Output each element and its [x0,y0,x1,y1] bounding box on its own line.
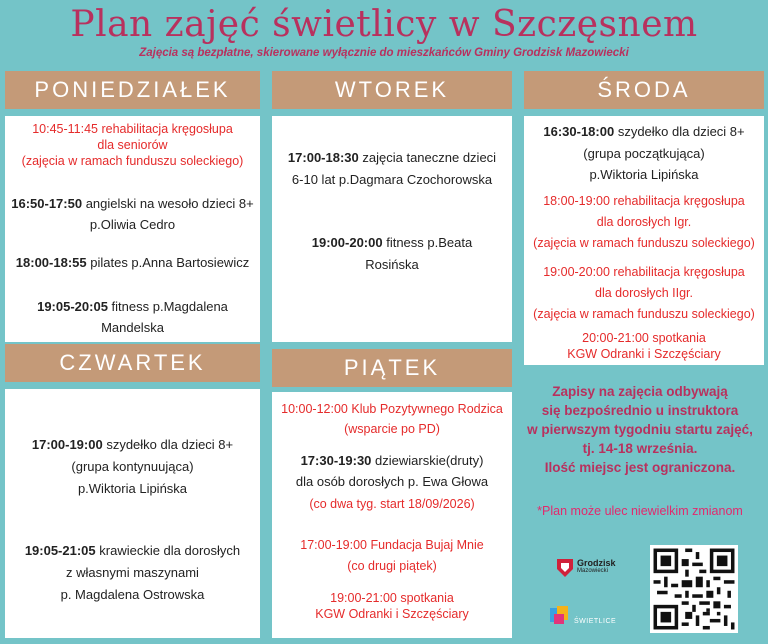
swietlice-emblem-icon [548,604,570,626]
tuesday-dance-group: 6-10 lat p.Dagmara Czochorowska [291,172,493,187]
wednesday-rehab1-time: 18:00-19:00 rehabilitacja kręgosłupa [543,194,745,208]
signup-line-2: się bezpośrednio u instruktora [541,403,739,418]
wednesday-rehab2-time: 19:00-20:00 rehabilitacja kręgosłupa [543,265,745,279]
thursday-crochet-teacher: p.Wiktoria Lipińska [77,481,188,496]
monday-rehab-group: dla seniorów [97,138,168,152]
day-header-friday: PIĄTEK [272,349,512,387]
friday-knitting: 17:30-19:30 dziewiarskie(druty) [300,453,484,468]
grodzisk-emblem-icon [555,557,575,579]
monday-fitness: 19:05-20:05 fitness p.Magdalena [37,299,228,314]
thursday-crochet-group: (grupa kontynuująca) [71,459,194,474]
grodzisk-logo-text: Grodzisk [577,558,616,568]
signup-info [520,382,760,477]
wednesday-rehab2-note: (zajęcia w ramach funduszu soleckiego) [533,307,755,321]
qr-code-icon [650,545,738,633]
signup-line-3: w pierwszym tygodniu startu zajęć, [527,422,753,437]
page-subtitle: Zajęcia są bezpłatne, skierowane wyłącznie do mieszkańców Gminy Grodzisk Mazowiecki [139,47,629,59]
qr-code[interactable] [650,545,738,633]
thursday-box [5,389,260,638]
friday-club-time: 10:00-12:00 Klub Pozytywnego Rodzica [281,402,503,416]
grodzisk-logo [555,557,635,581]
wednesday-kgw-time: 20:00-21:00 spotkania [582,331,706,345]
tuesday-fitness: 19:00-20:00 fitness p.Beata [311,235,473,250]
grodzisk-logo-subtext: Mazowiecki [577,568,609,574]
wednesday-rehab2-group: dla dorosłych IIgr. [595,286,693,300]
friday-foundation-schedule: (co drugi piątek) [347,559,437,573]
monday-rehab-time: 10:45-11:45 rehabilitacja kręgosłupa [32,122,233,136]
friday-knitting-teacher: dla osób dorosłych p. Ewa Głowa [295,474,489,489]
day-header-wednesday: ŚRODA [524,71,764,109]
tuesday-dance: 17:00-18:30 zajęcia taneczne dzieci [287,150,497,165]
thursday-sewing: 19:05-21:05 krawieckie dla dorosłych [24,543,241,558]
signup-line-5: Ilość miejsc jest ograniczona. [544,460,736,475]
signup-line-4: tj. 14-18 września. [582,441,698,456]
friday-foundation: 17:00-19:00 Fundacja Bujaj Mnie [300,538,484,552]
day-header-thursday: CZWARTEK [5,344,260,382]
monday-rehab-note: (zajęcia w ramach funduszu soleckiego) [21,154,244,168]
thursday-sewing-teacher: p. Magdalena Ostrowska [60,587,205,602]
wednesday-crochet-group: (grupa początkująca) [583,146,705,161]
day-header-monday: PONIEDZIAŁEK [5,71,260,109]
monday-pilates: 18:00-18:55 pilates p.Anna Bartosiewicz [15,255,250,270]
monday-fitness-teacher: Mandelska [101,320,164,335]
thursday-sewing-note: z własnymi maszynami [66,565,199,580]
wednesday-rehab1-note: (zajęcia w ramach funduszu soleckiego) [533,236,755,250]
page-title: Plan zajęć świetlicy w Szczęsnem [70,4,698,45]
monday-english: 16:50-17:50 angielski na wesoło dzieci 8+ [11,196,254,211]
tuesday-box [272,116,512,342]
wednesday-crochet: 16:30-18:00 szydełko dla dzieci 8+ [543,124,745,139]
monday-box [5,116,260,342]
swietlice-logo-text: ŚWIETLICE [574,618,617,625]
friday-knitting-schedule: (co dwa tyg. start 18/09/2026) [309,497,475,511]
friday-club-note: (wsparcie po PD) [344,422,440,436]
wednesday-box [524,116,764,365]
friday-kgw-name: KGW Odranki i Szczęściary [315,607,469,621]
thursday-crochet: 17:00-19:00 szydełko dla dzieci 8+ [31,437,234,452]
wednesday-crochet-teacher: p.Wiktoria Lipińska [589,167,699,182]
friday-kgw-time: 19:00-21:00 spotkania [330,591,454,605]
tuesday-fitness-teacher: Rosińska [365,257,419,272]
day-header-tuesday: WTOREK [272,71,512,109]
wednesday-kgw-name: KGW Odranki i Szczęściary [567,347,721,361]
change-note: *Plan może ulec niewielkim zmianom [537,504,743,518]
wednesday-rehab1-group: dla dorosłych Igr. [596,215,692,229]
friday-box [272,392,512,638]
monday-english-teacher: p.Oliwia Cedro [89,217,176,232]
swietlice-logo [548,604,628,634]
signup-line-1: Zapisy na zajęcia odbywają [552,384,728,399]
